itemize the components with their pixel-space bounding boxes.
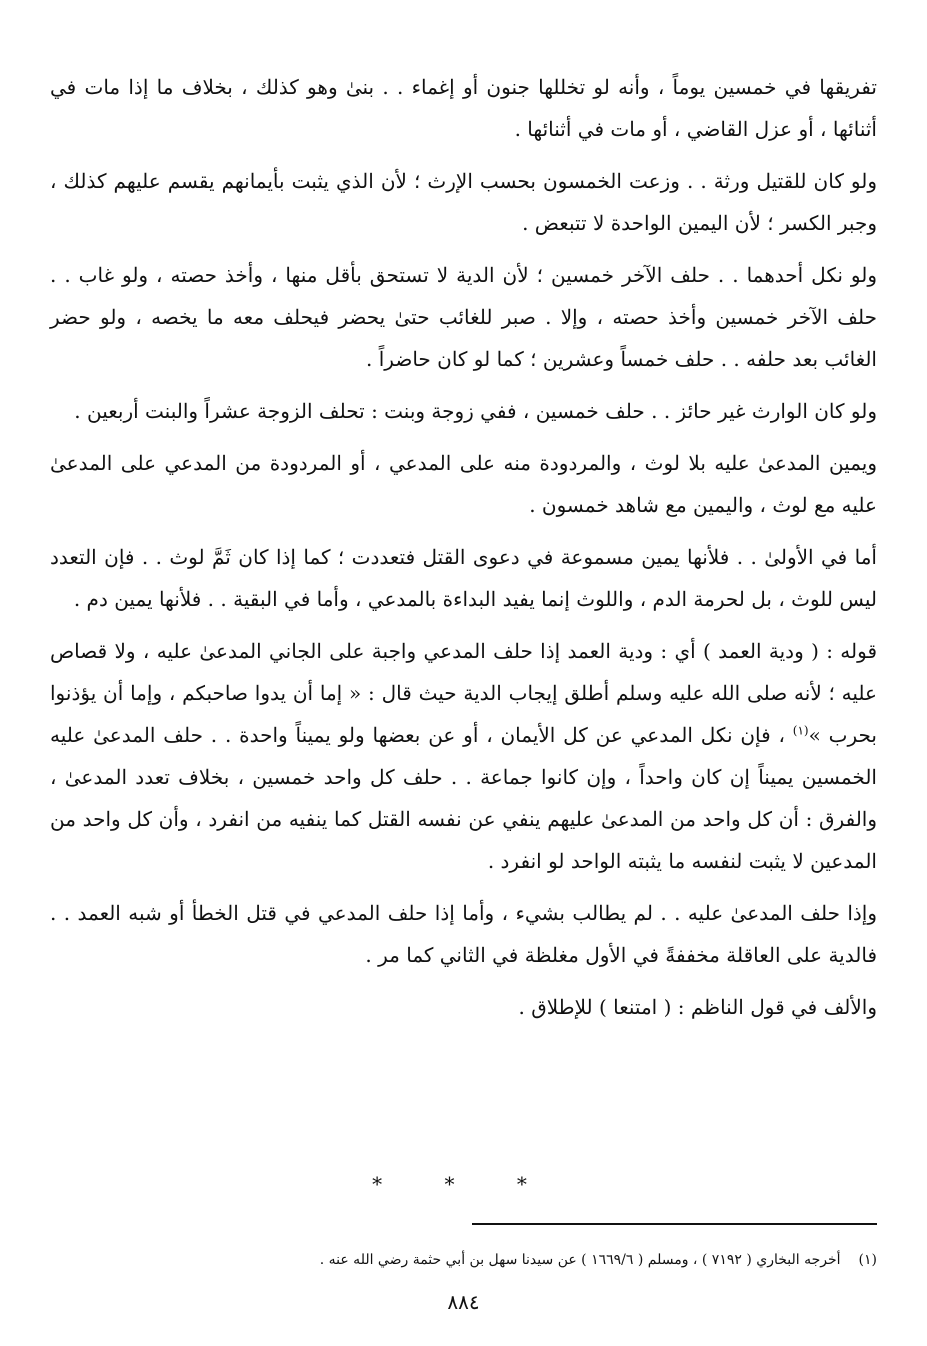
paragraph-1: تفريقها في خمسين يوماً ، وأنه لو تخللها جنون أو إغماء . . بنىٰ وهو كذلك ، بخلاف ما إذا مات في أثنائها ، أو عزل القاضي ، أو مات في أثنائها . — [50, 75, 877, 141]
footnote-number: (١) — [858, 1252, 877, 1268]
section-separator: * * * — [372, 1172, 555, 1196]
paragraph-2: ولو كان للقتيل ورثة . . وزعت الخمسون بحسب الإرث ؛ لأن الذي يثبت بأيمانهم يقسم عليهم كذلك ، وجبر الكسر ؛ لأن اليمين الواحدة لا تتبعض . — [50, 169, 877, 235]
footnote-text: أخرجه البخاري ( ٧١٩٢ ) ، ومسلم ( ١٦٦٩/٦ ) عن سيدنا سهل بن أبي حثمة رضي الله عنه . — [319, 1252, 841, 1268]
page-body — [50, 66, 877, 1038]
page-number: ٨٨٤ — [447, 1290, 480, 1314]
paragraph-9: والألف في قول الناظم : ( امتنعا ) للإطلاق . — [518, 995, 877, 1019]
footnote — [50, 1248, 877, 1272]
footnote-divider — [472, 1223, 877, 1225]
paragraph-7-text-a: قوله : ( ودية العمد ) أي : ودية العمد إذا حلف المدعي واجبة على الجاني المدعىٰ عليه ، ولا قصاص عليه ؛ لأنه صلى الله عليه وسلم أطلق إيجاب الدية حيث قال : « إما أن يدوا صاحبكم ، وإما أن يؤذنوا بحرب » — [50, 639, 877, 747]
paragraph-8: وإذا حلف المدعىٰ عليه . . لم يطالب بشيء ، وأما إذا حلف المدعي في قتل الخطأ أو شبه العمد . . فالدية على العاقلة مخففةً في الأول مغلظة في الثاني كما مر . — [50, 901, 877, 967]
paragraph-6: أما في الأولىٰ . . فلأنها يمين مسموعة في دعوى القتل فتعددت ؛ كما إذا كان ثَمَّ لوث . . فإن التعدد ليس للوث ، بل لحرمة الدم ، واللوث إنما يفيد البداءة بالمدعي ، وأما في البقية . . فلأنها يمين دم . — [50, 545, 877, 611]
paragraph-7 — [50, 630, 877, 882]
paragraph-4: ولو كان الوارث غير حائز . . حلف خمسين ، ففي زوجة وبنت : تحلف الزوجة عشراً والبنت أربعين . — [74, 399, 877, 423]
paragraph-3: ولو نكل أحدهما . . حلف الآخر خمسين ؛ لأن الدية لا تستحق بأقل منها ، وأخذ حصته ، ولو غاب . . حلف الآخر خمسين وأخذ حصته ، وإلا . صبر للغائب حتىٰ يحضر فيحلف معه ما يخصه ، ولو حضر الغائب بعد حلفه . . حلف خمساً وعشرين ؛ كما لو كان حاضراً . — [50, 263, 877, 371]
paragraph-5: ويمين المدعىٰ عليه بلا لوث ، والمردودة منه على المدعي ، أو المردودة من المدعي على المدعىٰ عليه مع لوث ، واليمين مع شاهد خمسون . — [50, 451, 877, 517]
paragraph-7-text-b: ، فإن نكل المدعي عن كل الأيمان ، أو عن بعضها ولو يميناً واحدة . . حلف المدعىٰ عليه الخمسين يميناً إن كان واحداً ، وإن كانوا جماعة . . حلف كل واحد خمسين ، بخلاف تعدد المدعىٰ ، والفرق : أن كل واحد من المدعىٰ عليهم ينفي عن نفسه القتل كما ينفيه من انفرد ، وأن كل واحد من المدعين لا يثبت لنفسه ما يثبته الواحد لو انفرد . — [50, 723, 877, 873]
footnote-reference[interactable]: (١) — [792, 723, 809, 738]
